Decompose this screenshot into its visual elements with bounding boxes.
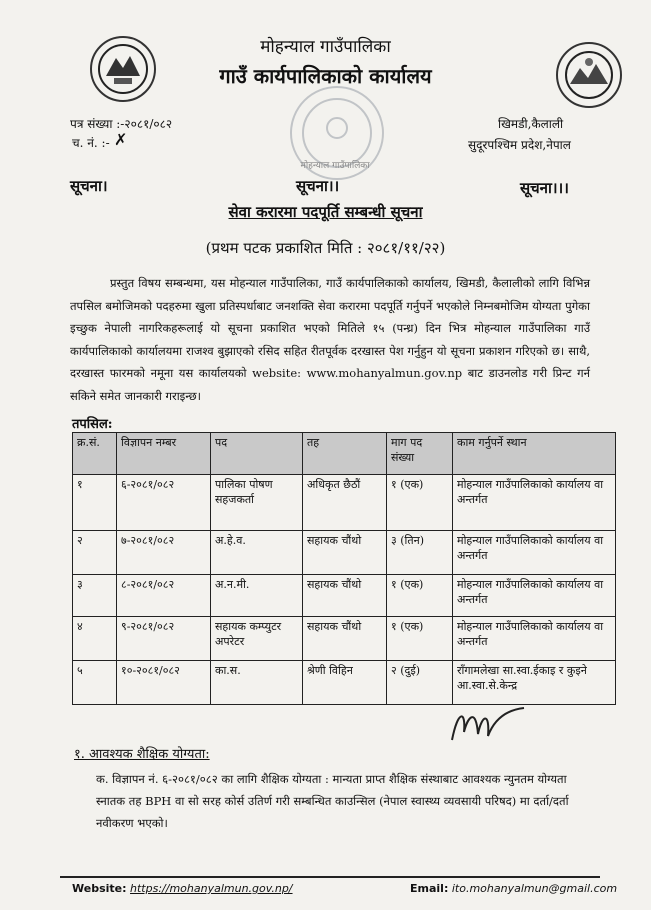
header-sn: क्र.सं. <box>73 433 117 475</box>
signature <box>448 700 528 750</box>
cell-sn: १ <box>73 475 117 531</box>
cell-post: सहायक कम्प्युटर अपरेटर <box>211 617 303 661</box>
header-post: पद <box>211 433 303 475</box>
cell-level: सहायक चौंथो <box>303 575 387 617</box>
header-ad-number: विज्ञापन नम्बर <box>117 433 211 475</box>
cell-post: अ.हे.व. <box>211 531 303 575</box>
table-row <box>73 531 616 575</box>
table-row <box>73 475 616 531</box>
table-row <box>73 661 616 705</box>
cell-post: का.स. <box>211 661 303 705</box>
dispatch-number: च. नं. :- <box>72 136 110 150</box>
cell-work-location: मोहन्याल गाउँपालिकाको कार्यालय वा अन्तर्गत <box>453 575 616 617</box>
office-province: सुदूरपश्चिम प्रदेश,नेपाल <box>468 138 571 152</box>
cell-level: सहायक चौंथो <box>303 531 387 575</box>
stamp-text: मोहन्याल गाउँपालिका <box>300 161 370 171</box>
notice-label-2: सूचना।। <box>296 177 340 195</box>
office-location: खिमडी,कैलाली <box>498 117 564 131</box>
cell-level: सहायक चौंथो <box>303 617 387 661</box>
cell-count: ३ (तिन) <box>387 531 453 575</box>
cell-ad-number: ७-२०८१/०८२ <box>117 531 211 575</box>
office-name: गाउँ कार्यपालिकाको कार्यालय <box>219 64 432 88</box>
header-level: तह <box>303 433 387 475</box>
cell-count: १ (एक) <box>387 575 453 617</box>
header-count: माग पद संख्या <box>387 433 453 475</box>
cell-ad-number: ८-२०८१/०८२ <box>117 575 211 617</box>
nepal-emblem-icon <box>90 36 156 102</box>
body-paragraph: प्रस्तुत विषय सम्बन्धमा, यस मोहन्याल गाउँपालिका, गाउँ कार्यपालिकाको कार्यालय, खिमडी, कैलालीको लागि विभिन्न तपसिल बमोजिमको पदहरुमा खुला प्रतिस्पर्धाबाट जनशक्ति सेवा करारमा पदपूर्ति गर्नुपर्ने भएकोले निम्नबमोजिम योग्यता पुगेका इच्छुक नेपाली नागरिकहरूलाई यो सूचना प्रकाशित भएको मितिले १५ (पन्ध्र) दिन भित्र मोहन्याल गाउँपालिका गाउँ कार्यपालिकाको कार्यालयमा राजश्व बुझाएको रसिद सहित रीतपूर्वक दरखास्त पेश गर्नुहुन यो सूचना प्रकाशन गरिएको छ। साथै, दरखास्त फारमको नमूना यस कार्यालयको website: www.mohanyalmun.gov.np बाट डाउनलोड गरी प्रिन्ट गर्न सकिने समेत जानकारी गराइन्छ। <box>70 276 590 403</box>
cell-work-location: मोहन्याल गाउँपालिकाको कार्यालय वा अन्तर्गत <box>453 531 616 575</box>
vacancy-table <box>72 432 616 705</box>
notice-label-1: सूचना। <box>70 177 108 195</box>
table-row <box>73 617 616 661</box>
footer-website <box>72 882 293 895</box>
cell-count: १ (एक) <box>387 475 453 531</box>
qualification-item-a: क. विज्ञापन नं. ६-२०८१/०८२ का लागि शैक्षिक योग्यता : मान्यता प्राप्त शैक्षिक संस्थाबाट आवश्यक न्युनतम योग्यता स्नातक तह BPH वा सो सरह कोर्स उतिर्ण गरी सम्बन्धित काउन्सिल (नेपाल स्वास्थ्य व्यवसायी परिषद) मा दर्ता/दर्ता नवीकरण भएको। <box>96 772 569 830</box>
website-link[interactable]: https://mohanyalmun.gov.np/ <box>130 882 293 895</box>
footer-divider <box>60 876 600 878</box>
footer-email <box>410 882 617 895</box>
dispatch-mark: ✗ <box>114 130 128 149</box>
cell-sn: ५ <box>73 661 117 705</box>
cell-ad-number: ९-२०८१/०८२ <box>117 617 211 661</box>
cell-ad-number: ६-२०८१/०८२ <box>117 475 211 531</box>
cell-count: १ (एक) <box>387 617 453 661</box>
notice-title: सेवा करारमा पदपूर्ति सम्बन्धी सूचना <box>228 203 423 221</box>
cell-work-location: मोहन्याल गाउँपालिकाको कार्यालय वा अन्तर्गत <box>453 475 616 531</box>
website-label: Website: <box>72 882 127 895</box>
table-row <box>73 575 616 617</box>
notice-label-3: सूचना।।। <box>520 179 569 197</box>
table-header-row <box>73 433 616 475</box>
published-date: (प्रथम पटक प्रकाशित मिति : २०८१/११/२२) <box>205 239 446 257</box>
cell-level: अधिकृत छैठौं <box>303 475 387 531</box>
letter-number: पत्र संख्या :-२०८१/०८२ <box>70 117 173 131</box>
cell-post: पालिका पोषण सहजकर्ता <box>211 475 303 531</box>
cell-sn: २ <box>73 531 117 575</box>
qualification-heading: १. आवश्यक शैक्षिक योग्यता: <box>74 747 210 762</box>
email-label: Email: <box>410 882 449 895</box>
cell-post: अ.न.मी. <box>211 575 303 617</box>
cell-sn: ३ <box>73 575 117 617</box>
municipality-logo-icon <box>556 42 622 108</box>
header-work-location: काम गर्नुपर्ने स्थान <box>453 433 616 475</box>
cell-work-location: राँगामलेखा सा.स्वा.ईकाइ र कुइने आ.स्वा.से.केन्द्र <box>453 661 616 705</box>
cell-level: श्रेणी विहिन <box>303 661 387 705</box>
municipality-name: मोहन्याल गाउँपालिका <box>260 37 391 57</box>
cell-count: २ (दुई) <box>387 661 453 705</box>
details-label: तपसिल: <box>72 417 113 432</box>
cell-work-location: मोहन्याल गाउँपालिकाको कार्यालय वा अन्तर्गत <box>453 617 616 661</box>
cell-sn: ४ <box>73 617 117 661</box>
email-link[interactable]: ito.mohanyalmun@gmail.com <box>451 882 618 895</box>
cell-ad-number: १०-२०८१/०८२ <box>117 661 211 705</box>
